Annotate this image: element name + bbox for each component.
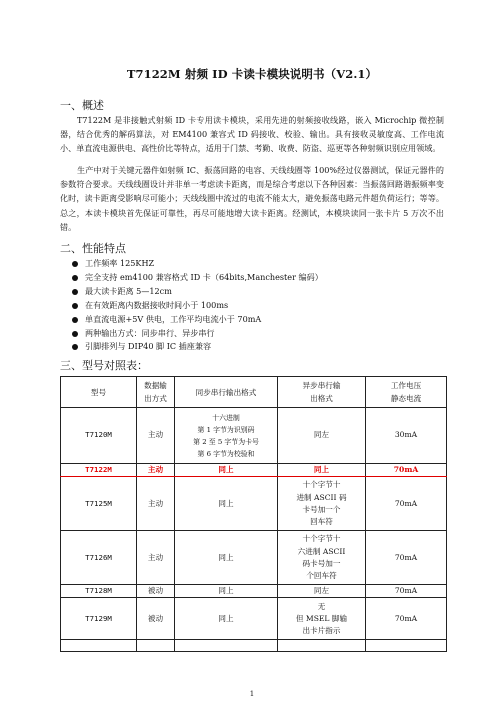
- header-output-mode: 数据输 出方式: [137, 377, 175, 408]
- cell-mode: 主动: [137, 531, 175, 585]
- cell-model: T7129M: [61, 598, 137, 640]
- cell-async: 同左: [278, 585, 366, 598]
- cell-empty: [61, 640, 137, 652]
- cell-current: 70mA: [366, 585, 447, 598]
- cell-sync: 同上: [175, 464, 278, 477]
- page-number: 1: [249, 690, 255, 698]
- bullet-dot-icon: [72, 344, 78, 350]
- cell-sync: 同上: [175, 531, 278, 585]
- feature-item: 两种输出方式：同步串行、异步串行: [72, 327, 452, 341]
- bullet-dot-icon: [72, 261, 78, 267]
- feature-item: 最大读卡距离 5—12cm: [72, 285, 452, 299]
- cell-current: 30mA: [366, 408, 447, 464]
- bullet-dot-icon: [72, 317, 78, 323]
- section-heading-models: 三、型号对照表：: [60, 359, 148, 372]
- overview-paragraph-2: 生产中对于关键元器件如射频 IC、振荡回路的电容、天线线圈等 100%经过仪器测试，保证元器件的参数符合要求。天线线圈设计并非单一考虑读卡距离，而是综合考虑以下各种因素：当振荡回路谐振频率变化时，读卡距离受影响尽可能小；天线线圈中流过的电流不能太大，避免振荡电路元件超负荷运行；等等。总之，本读卡模块首先保证可靠性，再尽可能地增大读卡距离。经测试，本模块读同一张卡片 5 万次不出错。: [60, 165, 444, 232]
- feature-item: 引脚排列与 DIP40 脚 IC 插座兼容: [72, 340, 452, 354]
- cell-mode: 主动: [137, 408, 175, 464]
- document-title: T7122M 射频 ID 卡读卡模块说明书（V2.1）: [126, 67, 378, 81]
- cell-empty: [137, 640, 175, 652]
- cell-current: 70mA: [366, 464, 447, 477]
- cell-model: T7125M: [61, 477, 137, 531]
- cell-mode: 被动: [137, 585, 175, 598]
- table-row: [61, 477, 447, 531]
- table-row-highlighted: [61, 464, 447, 477]
- bullet-dot-icon: [72, 275, 78, 281]
- cell-model: T7120M: [61, 408, 137, 464]
- table-row: [61, 585, 447, 598]
- table-row-empty: [61, 640, 447, 652]
- header-model: 型号: [61, 377, 137, 408]
- overview-paragraph-1: T7122M 是非接触式射频 ID 卡专用读卡模块，采用先进的射频接收线路，嵌入 Microchip 微控制器，结合优秀的解码算法，对 EM4100 兼容式 ID 码接收、校验、输出。具有接收灵敏度高、工作电流小、单直流电源供电、高性价比等特点，适用于门禁、考勤、收费、防盗、巡更等各种射频识别应用领域。: [60, 115, 444, 154]
- header-async-format: 异步串行输 出格式: [278, 377, 366, 408]
- feature-item: 工作频率 125KHZ: [72, 257, 452, 271]
- cell-async: 同上: [278, 464, 366, 477]
- cell-model: T7122M: [61, 464, 137, 477]
- features-list: [72, 257, 452, 354]
- table-row: [61, 531, 447, 585]
- cell-model: T7128M: [61, 585, 137, 598]
- cell-sync: 十六进制 第 1 字节为识别码 第 2 至 5 字节为卡号 第 6 字节为校验和: [175, 408, 278, 464]
- cell-current: 70mA: [366, 598, 447, 640]
- cell-empty: [175, 640, 278, 652]
- bullet-dot-icon: [72, 289, 78, 295]
- cell-current: 70mA: [366, 477, 447, 531]
- bullet-dot-icon: [72, 331, 78, 337]
- cell-async: 同左: [278, 408, 366, 464]
- bullet-dot-icon: [72, 303, 78, 309]
- cell-current: 70mA: [366, 531, 447, 585]
- cell-mode: 被动: [137, 598, 175, 640]
- cell-empty: [366, 640, 447, 652]
- section-heading-overview: 一、概述: [60, 99, 104, 112]
- feature-item: 单直流电源+5V 供电，工作平均电流小于 70mA: [72, 313, 452, 327]
- section-heading-features: 二、性能特点: [60, 242, 126, 255]
- model-comparison-table: [60, 376, 447, 652]
- cell-mode: 主动: [137, 477, 175, 531]
- cell-empty: [278, 640, 366, 652]
- header-voltage-current: 工作电压 静态电流: [366, 377, 447, 408]
- cell-mode: 主动: [137, 464, 175, 477]
- table-row: [61, 598, 447, 640]
- cell-async: 十个字节十 进制 ASCII 码 卡号加一个 回车符: [278, 477, 366, 531]
- feature-item: 在有效距离内数据接收时间小于 100ms: [72, 299, 452, 313]
- feature-item: 完全支持 em4100 兼容格式 ID 卡（64bits,Manchester 编码）: [72, 271, 452, 285]
- cell-sync: 同上: [175, 585, 278, 598]
- cell-async: 无 但 MSEL 脚输 出卡片指示: [278, 598, 366, 640]
- cell-async: 十个字节十 六进制 ASCII 码卡号加一 个回车符: [278, 531, 366, 585]
- header-sync-format: 同步串行输出格式: [175, 377, 278, 408]
- cell-sync: 同上: [175, 477, 278, 531]
- cell-sync: 同上: [175, 598, 278, 640]
- table-header-row: [61, 377, 447, 408]
- cell-model: T7126M: [61, 531, 137, 585]
- table-row: [61, 408, 447, 464]
